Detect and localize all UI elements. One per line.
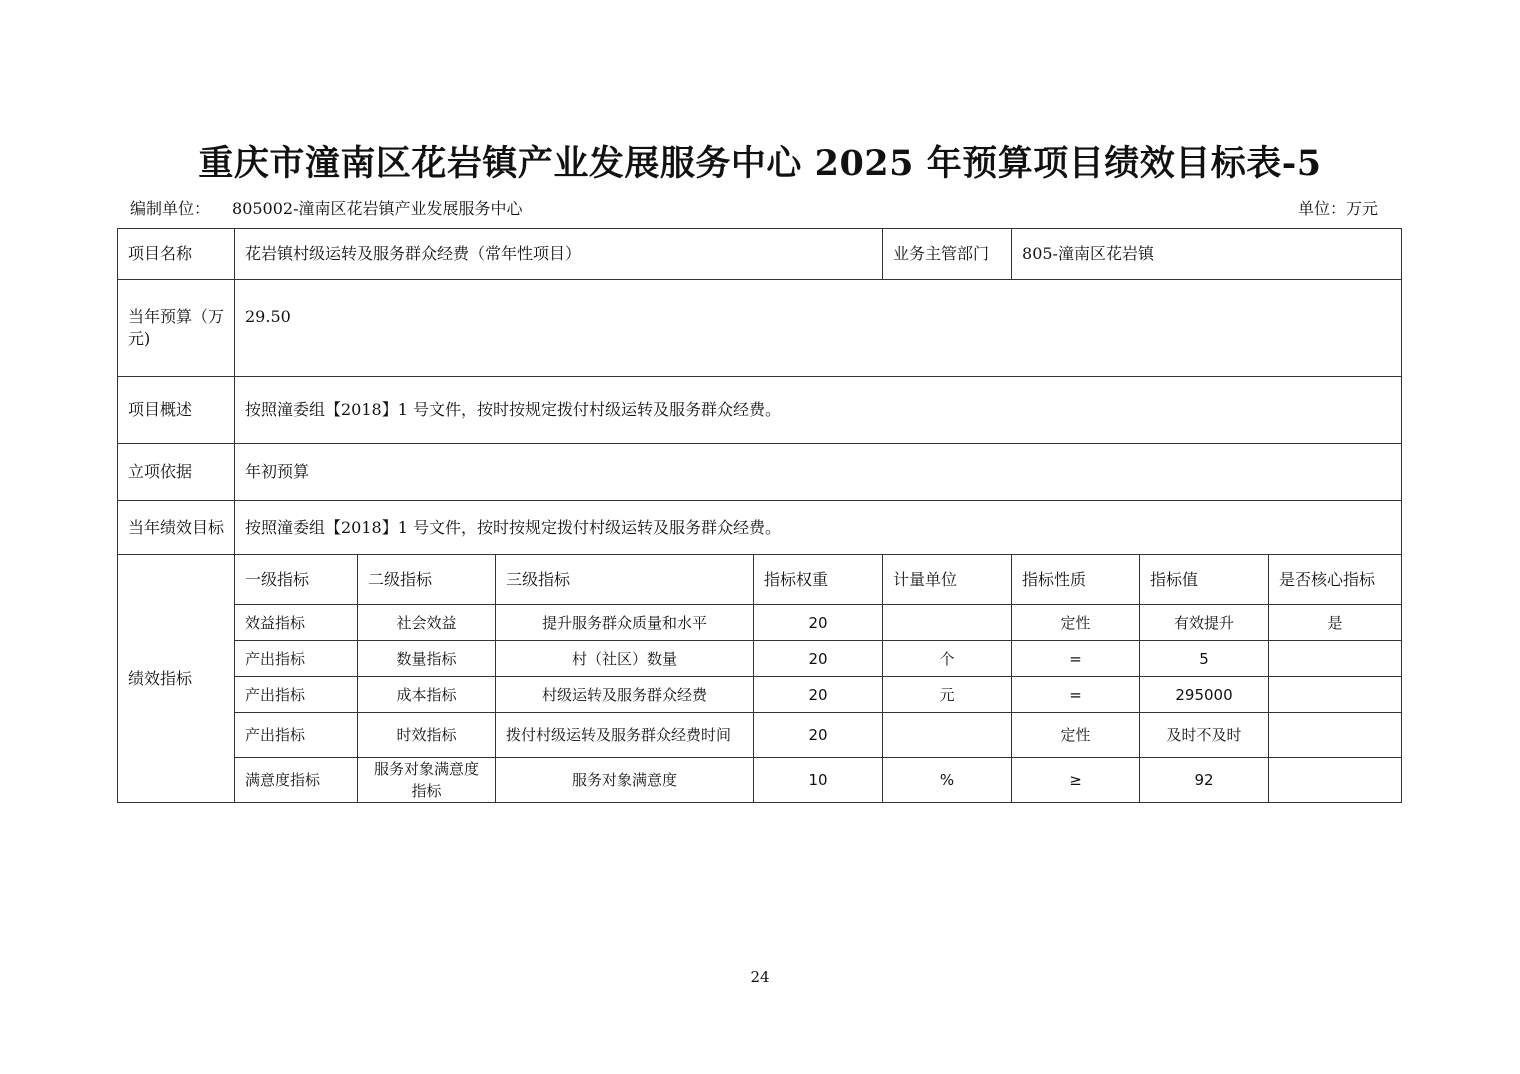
unit-label: 单位：万元 xyxy=(1298,199,1379,218)
row-basis xyxy=(118,444,1402,501)
level3-cell: 服务对象满意度 xyxy=(496,758,754,803)
budget-label: 当年预算（万元) xyxy=(118,280,235,377)
header-cell: 计量单位 xyxy=(883,555,1012,605)
nature-cell: 定性 xyxy=(1012,605,1140,641)
table-row xyxy=(118,677,1402,713)
performance-table xyxy=(117,228,1402,803)
unit-cell xyxy=(883,605,1012,641)
row-project-name xyxy=(118,229,1402,280)
table-row xyxy=(118,641,1402,677)
goal-value: 按照潼委组【2018】1 号文件，按时按规定拨付村级运转及服务群众经费。 xyxy=(235,501,1402,555)
value-cell: 92 xyxy=(1140,758,1269,803)
header-cell: 三级指标 xyxy=(496,555,754,605)
row-budget xyxy=(118,280,1402,377)
table-row xyxy=(118,713,1402,758)
level3-cell: 提升服务群众质量和水平 xyxy=(496,605,754,641)
row-goal xyxy=(118,501,1402,555)
compiler-line xyxy=(130,196,523,219)
unit-cell xyxy=(883,713,1012,758)
level1-cell: 效益指标 xyxy=(235,605,358,641)
overview-value: 按照潼委组【2018】1 号文件，按时按规定拨付村级运转及服务群众经费。 xyxy=(235,377,1402,444)
core-cell xyxy=(1269,641,1402,677)
core-cell xyxy=(1269,677,1402,713)
core-cell xyxy=(1269,713,1402,758)
basis-value: 年初预算 xyxy=(235,444,1402,501)
indicator-section-label: 绩效指标 xyxy=(118,555,235,803)
value-cell: 有效提升 xyxy=(1140,605,1269,641)
project-name-label: 项目名称 xyxy=(118,229,235,280)
level3-cell: 拨付村级运转及服务群众经费时间 xyxy=(496,713,754,758)
header-cell: 一级指标 xyxy=(235,555,358,605)
row-overview xyxy=(118,377,1402,444)
overview-label: 项目概述 xyxy=(118,377,235,444)
nature-cell: ≥ xyxy=(1012,758,1140,803)
basis-label: 立项依据 xyxy=(118,444,235,501)
indicator-header-row xyxy=(118,555,1402,605)
unit-cell: 元 xyxy=(883,677,1012,713)
header-cell: 二级指标 xyxy=(358,555,496,605)
unit-cell: % xyxy=(883,758,1012,803)
value-cell: 及时不及时 xyxy=(1140,713,1269,758)
level3-cell: 村（社区）数量 xyxy=(496,641,754,677)
value-cell: 5 xyxy=(1140,641,1269,677)
weight-cell: 20 xyxy=(754,641,883,677)
dept-value: 805-潼南区花岩镇 xyxy=(1012,229,1402,280)
compiler-value: 805002-潼南区花岩镇产业发展服务中心 xyxy=(232,199,523,218)
table-row xyxy=(118,758,1402,803)
nature-cell: 定性 xyxy=(1012,713,1140,758)
nature-cell: = xyxy=(1012,677,1140,713)
header-cell: 指标性质 xyxy=(1012,555,1140,605)
compiler-label: 编制单位： xyxy=(130,199,211,218)
header-cell: 是否核心指标 xyxy=(1269,555,1402,605)
goal-label: 当年绩效目标 xyxy=(118,501,235,555)
value-cell: 295000 xyxy=(1140,677,1269,713)
level1-cell: 满意度指标 xyxy=(235,758,358,803)
unit-cell: 个 xyxy=(883,641,1012,677)
nature-cell: = xyxy=(1012,641,1140,677)
core-cell xyxy=(1269,758,1402,803)
project-name-value: 花岩镇村级运转及服务群众经费（常年性项目） xyxy=(235,229,883,280)
dept-label: 业务主管部门 xyxy=(883,229,1012,280)
core-cell: 是 xyxy=(1269,605,1402,641)
weight-cell: 20 xyxy=(754,713,883,758)
page-title: 重庆市潼南区花岩镇产业发展服务中心 2025 年预算项目绩效目标表-5 xyxy=(198,143,1322,184)
level1-cell: 产出指标 xyxy=(235,641,358,677)
budget-value: 29.50 xyxy=(235,280,1402,377)
weight-cell: 20 xyxy=(754,605,883,641)
level2-cell: 成本指标 xyxy=(358,677,496,713)
weight-cell: 10 xyxy=(754,758,883,803)
table-row xyxy=(118,605,1402,641)
level2-cell: 服务对象满意度指标 xyxy=(358,758,496,803)
level2-cell: 数量指标 xyxy=(358,641,496,677)
level1-cell: 产出指标 xyxy=(235,713,358,758)
header-cell: 指标权重 xyxy=(754,555,883,605)
level1-cell: 产出指标 xyxy=(235,677,358,713)
page-number: 24 xyxy=(750,968,770,986)
header-cell: 指标值 xyxy=(1140,555,1269,605)
level2-cell: 时效指标 xyxy=(358,713,496,758)
level3-cell: 村级运转及服务群众经费 xyxy=(496,677,754,713)
weight-cell: 20 xyxy=(754,677,883,713)
level2-cell: 社会效益 xyxy=(358,605,496,641)
